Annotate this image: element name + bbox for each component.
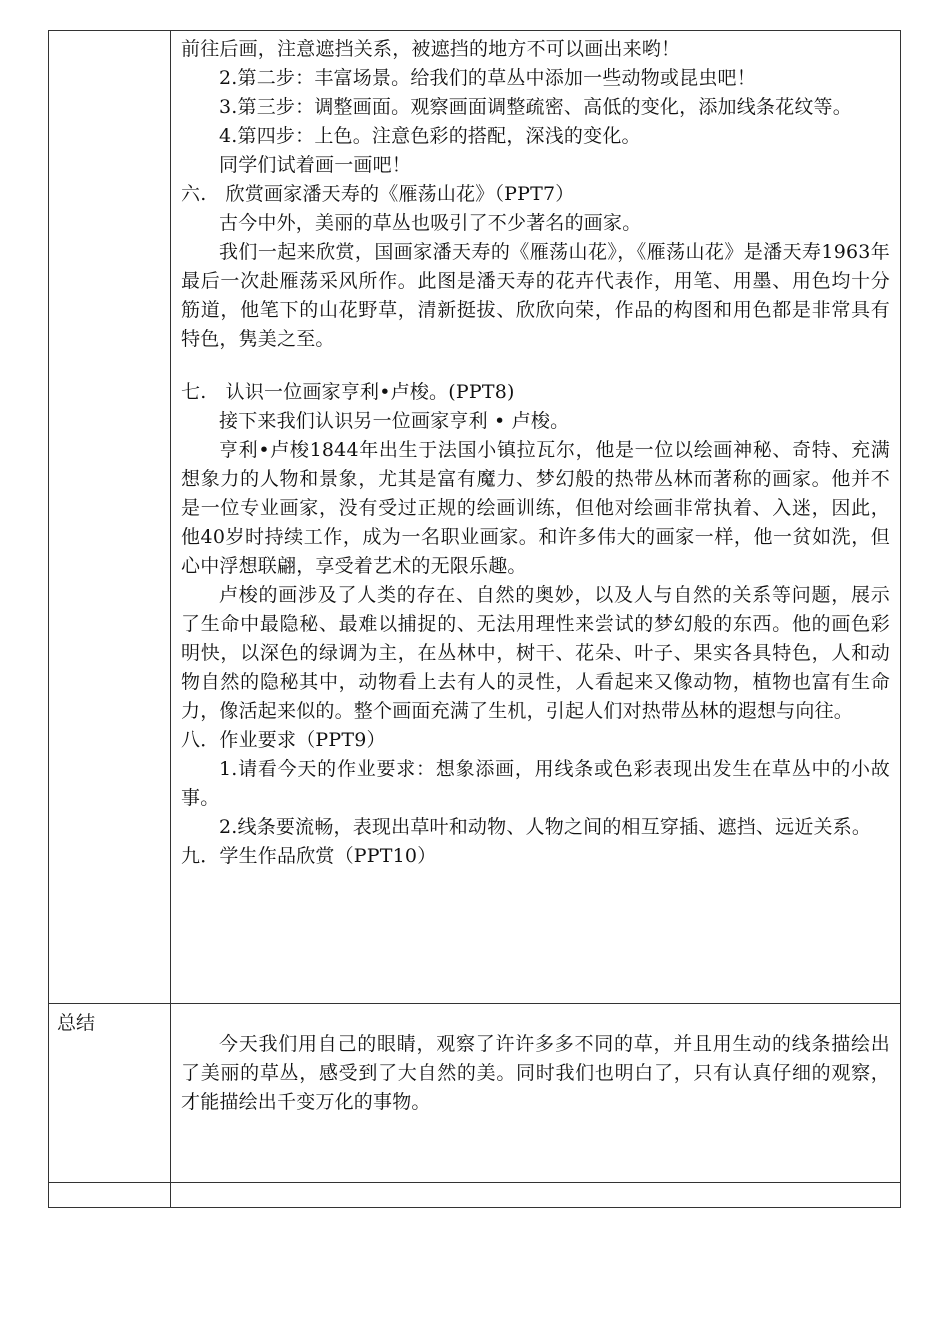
paragraph-pan-tianshou: 我们一起来欣赏，国画家潘天寿的《雁荡山花》，《雁荡山花》是潘天寿1963年最后一次赴雁荡采风所作。此图是潘天寿的花卉代表作，用笔、用墨、用色均十分筋道，他笔下的山花野草，清新挺拔、欣欣向荣，作品的构图和用色都是非常具有特色，隽美之至。 xyxy=(181,241,890,350)
paragraph-famous-painters: 古今中外，美丽的草丛也吸引了不少著名的画家。 xyxy=(219,212,642,234)
empty-left-cell xyxy=(49,1183,171,1208)
process-content-cell xyxy=(171,31,901,1004)
summary-row xyxy=(49,1004,901,1183)
paragraph-homework-2: 2.线条要流畅，表现出草叶和动物、人物之间的相互穿插、遮挡、远近关系。 xyxy=(219,816,872,838)
section-heading-nine: 九．学生作品欣赏（PPT10） xyxy=(181,845,437,867)
empty-row xyxy=(49,1183,901,1208)
empty-right-cell xyxy=(171,1183,901,1208)
paragraph-homework-1: 1.请看今天的作业要求：想象添画，用线条或色彩表现出发生在草丛中的小故事。 xyxy=(181,758,890,809)
summary-content-cell xyxy=(171,1004,901,1183)
section-heading-eight: 八．作业要求（PPT9） xyxy=(181,729,386,751)
paragraph-step4: 4.第四步：上色。注意色彩的搭配，深浅的变化。 xyxy=(219,125,641,147)
process-label-cell xyxy=(49,31,171,1004)
section-heading-seven: 七. 认识一位画家亨利•卢梭。(PPT8) xyxy=(181,381,515,403)
paragraph-try-drawing: 同学们试着画一画吧！ xyxy=(219,154,412,176)
lesson-plan-table xyxy=(48,30,901,1208)
paragraph-rousseau-intro: 接下来我们认识另一位画家亨利 • 卢梭。 xyxy=(219,410,570,432)
paragraph-step2: 2.第二步：丰富场景。给我们的草丛中添加一些动物或昆虫吧！ xyxy=(219,67,756,89)
paragraph-step1-continued: 前往后画，注意遮挡关系，被遮挡的地方不可以画出来哟！ xyxy=(181,38,681,60)
summary-paragraph: 今天我们用自己的眼睛，观察了许许多多不同的草，并且用生动的线条描绘出了美丽的草丛，感受到了大自然的美。同时我们也明白了，只有认真仔细的观察，才能描绘出千变万化的事物。 xyxy=(181,1033,890,1113)
process-row xyxy=(49,31,901,1004)
section-heading-six: 六. 欣赏画家潘天寿的《雁荡山花》（PPT7） xyxy=(181,183,575,205)
paragraph-step3: 3.第三步：调整画面。观察画面调整疏密、高低的变化，添加线条花纹等。 xyxy=(219,96,852,118)
paragraph-rousseau-bio: 亨利•卢梭1844年出生于法国小镇拉瓦尔，他是一位以绘画神秘、奇特、充满想象力的人物和景象，尤其是富有魔力、梦幻般的热带丛林而著称的画家。他并不是一位专业画家，没有受过正规的绘画训练，但他对绘画非常执着、入迷，因此，他40岁时持续工作，成为一名职业画家。和许多伟大的画家一样，他一贫如洗，但心中浮想联翩，享受着艺术的无限乐趣。 xyxy=(181,439,890,577)
summary-label: 总结 xyxy=(49,1004,171,1183)
paragraph-rousseau-works: 卢梭的画涉及了人类的存在、自然的奥妙，以及人与自然的关系等问题，展示了生命中最隐秘、最难以捕捉的、无法用理性来尝试的梦幻般的东西。他的画色彩明快，以深色的绿调为主，在丛林中，树干、花朵、叶子、果实各具特色，人和动物自然的隐秘其中，动物看上去有人的灵性，人看起来又像动物，植物也富有生命力，像活起来似的。整个画面充满了生机，引起人们对热带丛林的遐想与向往。 xyxy=(181,584,890,722)
